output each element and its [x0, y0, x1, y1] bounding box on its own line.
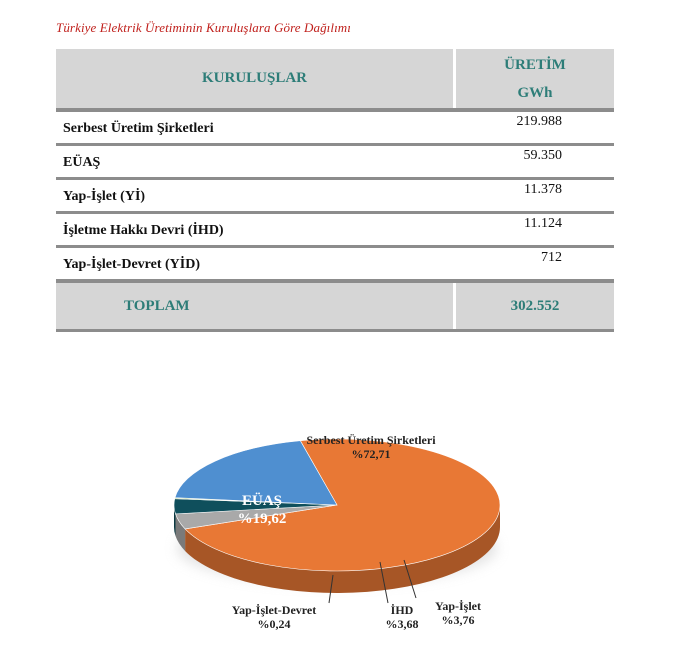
- slice-label-euas: EÜAŞ: [241, 493, 283, 509]
- row-name: EÜAŞ: [63, 155, 101, 170]
- slice-pct-ihd: %3,68: [385, 617, 419, 631]
- header-production-label: ÜRETİM: [504, 56, 566, 73]
- total-value: 302.552: [453, 283, 614, 329]
- row-value: 712: [453, 248, 614, 279]
- total-label: TOPLAM: [124, 297, 190, 314]
- row-value: 11.124: [453, 214, 614, 245]
- slice-label-serbest: Serbest Üretim Şirketleri: [306, 433, 436, 447]
- row-name: Yap-İşlet (Yİ): [63, 189, 146, 204]
- slice-label-yi: Yap-İşlet: [434, 599, 482, 613]
- slice-pct-yid: %0,24: [257, 617, 291, 631]
- slice-label-ihd: İHD: [390, 603, 414, 617]
- row-value: 11.378: [453, 180, 614, 211]
- slice-pct-yi: %3,76: [441, 613, 475, 627]
- row-name: İşletme Hakkı Devri (İHD): [63, 223, 224, 238]
- header-production-unit: GWh: [517, 84, 553, 101]
- slice-pct-serbest: %72,71: [351, 447, 391, 461]
- header-organizations: KURULUŞLAR: [201, 70, 307, 86]
- row-value: 219.988: [453, 112, 614, 143]
- slice-label-yid: Yap-İşlet-Devret: [231, 603, 317, 617]
- row-name: Yap-İşlet-Devret (YİD): [63, 257, 200, 272]
- slice-pct-euas: %19,62: [237, 511, 287, 527]
- row-name: Serbest Üretim Şirketleri: [63, 121, 214, 136]
- row-value: 59.350: [453, 146, 614, 177]
- pie-tops: [174, 439, 500, 571]
- table-title: Türkiye Elektrik Üretiminin Kuruluşlara Göre Dağılımı: [56, 20, 352, 35]
